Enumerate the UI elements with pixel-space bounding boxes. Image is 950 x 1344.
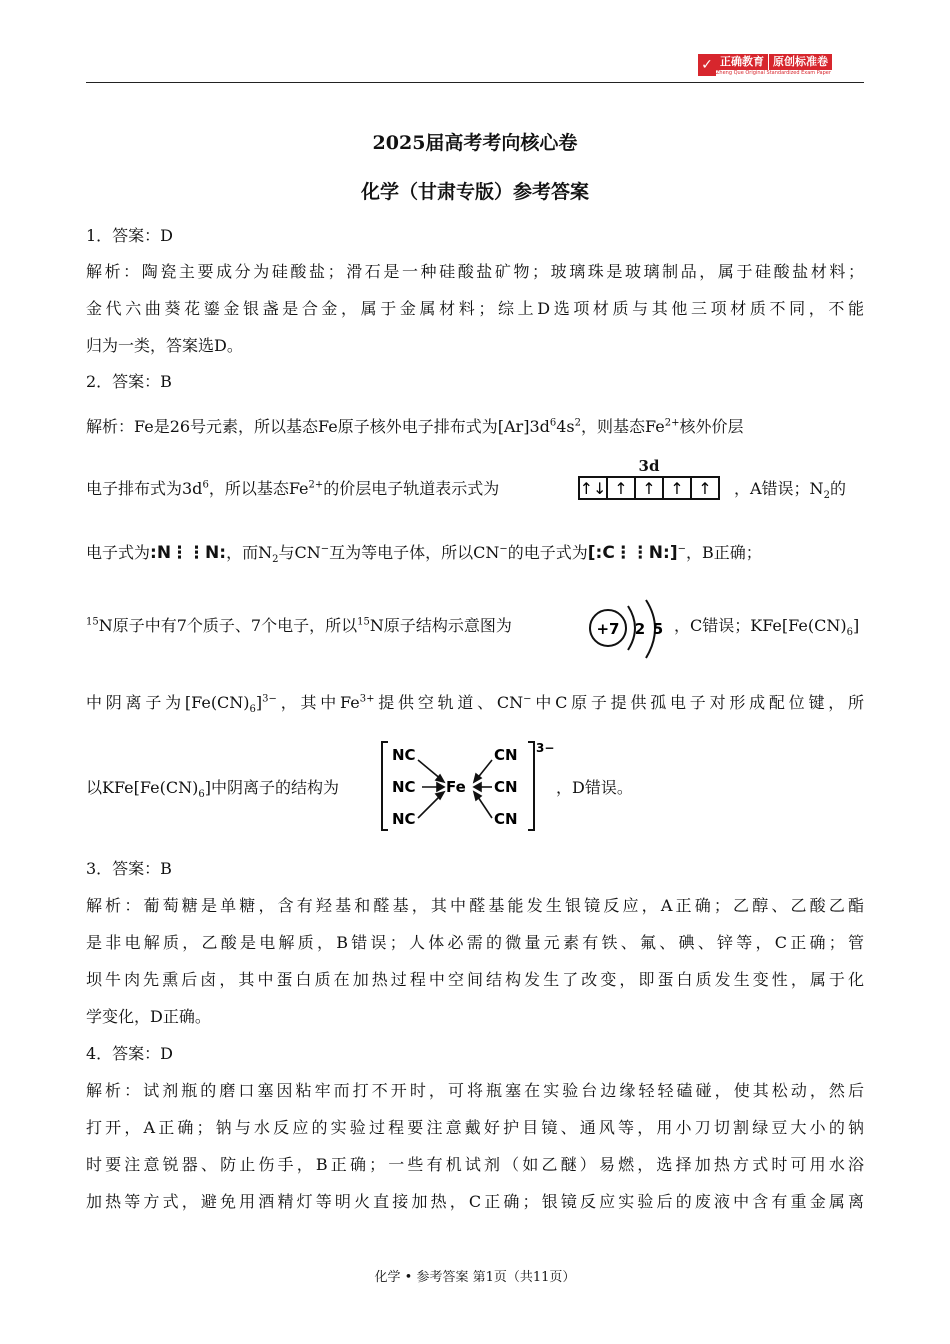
central-atom: Fe <box>446 778 466 796</box>
ligand-right: CN <box>494 778 518 796</box>
document-subtitle: 化学（甘肃专版）参考答案 <box>360 181 589 203</box>
brand-logo <box>698 54 862 76</box>
ligand-left: NC <box>392 810 416 828</box>
nucleus-charge: +7 <box>596 620 620 638</box>
svg-text:↑: ↑ <box>670 479 684 498</box>
q2-line-1: 解析：Fe是26号元素，所以基态Fe原子核外电子排布式为$[Ar]3d^64s^2$，则基态$Fe^{2+}$核外价层 <box>86 417 744 436</box>
q2-line-6-end: ，D错误。 <box>556 778 633 797</box>
svg-text:↑↓: ↑↓ <box>579 479 607 498</box>
complex-ion-diagram <box>380 738 555 834</box>
q1-line: 金代六曲葵花鎏金银盏是合金，属于金属材料；综上D选项材质与其他三项材质不同，不能 <box>86 299 864 318</box>
q3-line: 解析：葡萄糖是单糖，含有羟基和醛基，其中醛基能发生银镜反应，A正确；乙醇、乙酸乙酯 <box>86 896 864 915</box>
q2-line-2: 电子排布式为$3d^6$，所以基态$Fe^{2+}$的价层电子轨道表示式为 <box>86 479 500 498</box>
ligand-right: CN <box>494 810 518 828</box>
q2-answer: 2．答案：B <box>86 372 172 391</box>
document-title: 2025届高考考向核心卷 <box>372 132 578 154</box>
q4-line: 时要注意锐器、防止伤手，B正确；一些有机试剂（如乙醚）易燃，选择加热方式时可用水浴 <box>86 1155 864 1174</box>
ligand-right: CN <box>494 746 518 764</box>
q2-line-4-end: ，C错误；$KFe[Fe(CN)_6]$ <box>674 616 860 639</box>
page-footer: 化学 • 参考答案 第1页（共11页） <box>374 1270 576 1285</box>
q4-answer: 4．答案：D <box>86 1044 174 1063</box>
q3-line: 学变化，D正确。 <box>86 1007 211 1026</box>
n2-formula: :N⋮⋮N: <box>150 543 227 563</box>
q1-answer: 1．答案：D <box>86 226 174 245</box>
q1-line: 解析：陶瓷主要成分为硅酸盐；滑石是一种硅酸盐矿物；玻璃珠是玻璃制品，属于硅酸盐材料； <box>86 262 864 281</box>
ligand-left: NC <box>392 778 416 796</box>
checkmark-icon: ✓ <box>698 54 716 76</box>
shell-1-electrons: 2 <box>634 620 646 638</box>
q4-line: 打开，A正确；钠与水反应的实验过程要注意戴好护目镜、通风等，用小刀切割绿豆大小的钠 <box>86 1118 864 1137</box>
q2-line-6: 以$KFe[Fe(CN)_6]$中阴离子的结构为 <box>86 778 339 801</box>
q2-line-3: 电子式为:N⋮⋮N:，而$N_2$与CN−互为等电子体，所以CN−的电子式为[:C⋮⋮N:]−，B正确； <box>86 543 762 566</box>
ligand-left: NC <box>392 746 416 764</box>
orbital-boxes <box>578 475 720 501</box>
q3-line: 坝牛肉先熏后卤，其中蛋白质在加热过程中空间结构发生了改变，即蛋白质发生变性，属于化 <box>86 970 864 989</box>
svg-text:↑: ↑ <box>698 479 712 498</box>
svg-text:↑: ↑ <box>642 479 656 498</box>
atom-structure-diagram <box>586 598 670 662</box>
q2-line-5: 中阴离子为$[Fe(CN)_6]^{3-}$，其中$Fe^{3+}$提供空轨道、CN−中C原子提供孤电子对形成配位键，所 <box>86 693 864 716</box>
brand-slogan: 原创标准卷 <box>768 54 832 70</box>
q4-line: 解析：试剂瓶的磨口塞因粘牢而打不开时，可将瓶塞在实验台边缘轻轻磕碰，使其松动，然后 <box>86 1081 864 1100</box>
header-rule <box>86 82 864 83</box>
q3-line: 是非电解质，乙酸是电解质，B错误；人体必需的微量元素有铁、氟、碘、锌等，C正确；管 <box>86 933 864 952</box>
q2-line-2-end: ，A错误；$N_2$的 <box>734 479 846 502</box>
brand-english: Zheng Que Original Standardized Exam Paper <box>716 70 831 76</box>
svg-text:↑: ↑ <box>614 479 628 498</box>
shell-2-electrons: 5 <box>652 620 664 638</box>
q4-line: 加热等方式，避免用酒精灯等明火直接加热，C正确；银镜反应实验后的废液中含有重金属离 <box>86 1192 864 1211</box>
cn-formula: [:C⋮⋮N:] <box>587 543 678 563</box>
orbital-diagram <box>578 457 720 505</box>
q3-answer: 3．答案：B <box>86 859 172 878</box>
q1-line: 归为一类，答案选D。 <box>86 336 243 355</box>
orbital-label: 3d <box>638 457 660 475</box>
q2-line-4: $^{15}$N原子中有7个质子、7个电子，所以$^{15}$N原子结构示意图为 <box>86 616 512 635</box>
brand-name: 正确教育 <box>716 54 768 70</box>
complex-charge: 3− <box>536 741 555 755</box>
